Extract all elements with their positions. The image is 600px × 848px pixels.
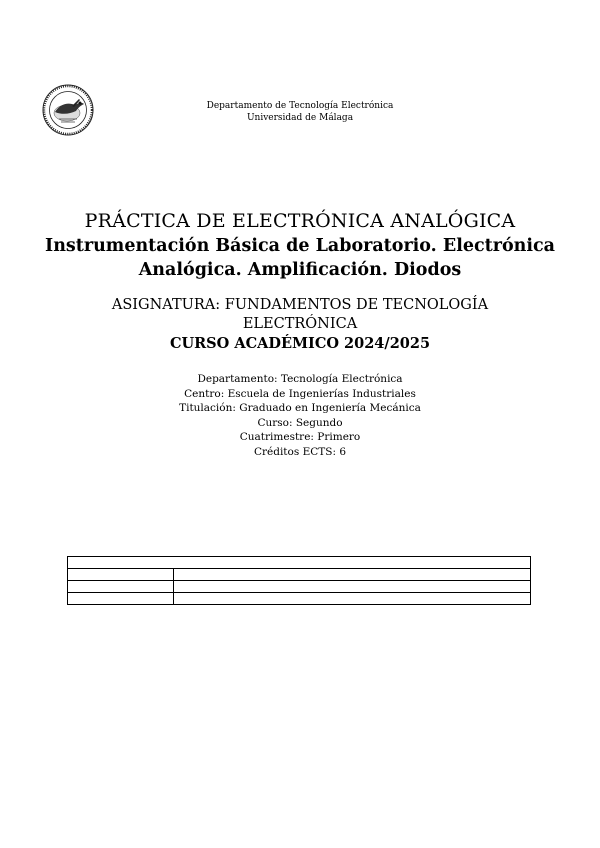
course-info-block <box>100 372 500 459</box>
info-department: Departamento: Tecnología Electrónica <box>197 373 403 385</box>
table-label-cell <box>68 593 174 605</box>
subject-block <box>60 296 540 353</box>
info-course: Curso: Segundo <box>257 416 343 429</box>
subtitle-line-2: Analógica. Amplificación. Diodos <box>138 260 462 280</box>
table-row <box>68 557 531 569</box>
subject-line-1: ASIGNATURA: FUNDAMENTOS DE TECNOLOGÍA <box>111 297 489 313</box>
info-degree: Titulación: Graduado en Ingeniería Mecánica <box>179 402 421 414</box>
table-row <box>68 581 531 593</box>
table-header-cell <box>68 557 531 569</box>
table-value-cell <box>174 593 531 605</box>
subtitle-line-1: Instrumentación Básica de Laboratorio. Electrónica <box>45 236 555 256</box>
blank-info-table <box>67 556 531 605</box>
title-block <box>40 208 560 282</box>
subject-line-2: ELECTRÓNICA <box>242 316 358 332</box>
table-value-cell <box>174 569 531 581</box>
info-semester: Cuatrimestre: Primero <box>239 431 361 443</box>
table-value-cell <box>174 581 531 593</box>
table-label-cell <box>68 569 174 581</box>
main-title: PRÁCTICA DE ELECTRÓNICA ANALÓGICA <box>84 210 516 232</box>
header-university: Universidad de Málaga <box>246 113 354 123</box>
info-credits: Créditos ECTS: 6 <box>253 445 347 458</box>
university-seal-logo <box>42 84 94 136</box>
table-row <box>68 569 531 581</box>
info-center: Centro: Escuela de Ingenierías Industriales <box>184 387 416 400</box>
table-row <box>68 593 531 605</box>
header-department: Departamento de Tecnología Electrónica <box>206 101 394 111</box>
document-header <box>150 100 450 124</box>
table-label-cell <box>68 581 174 593</box>
academic-year: CURSO ACADÉMICO 2024/2025 <box>169 335 431 352</box>
